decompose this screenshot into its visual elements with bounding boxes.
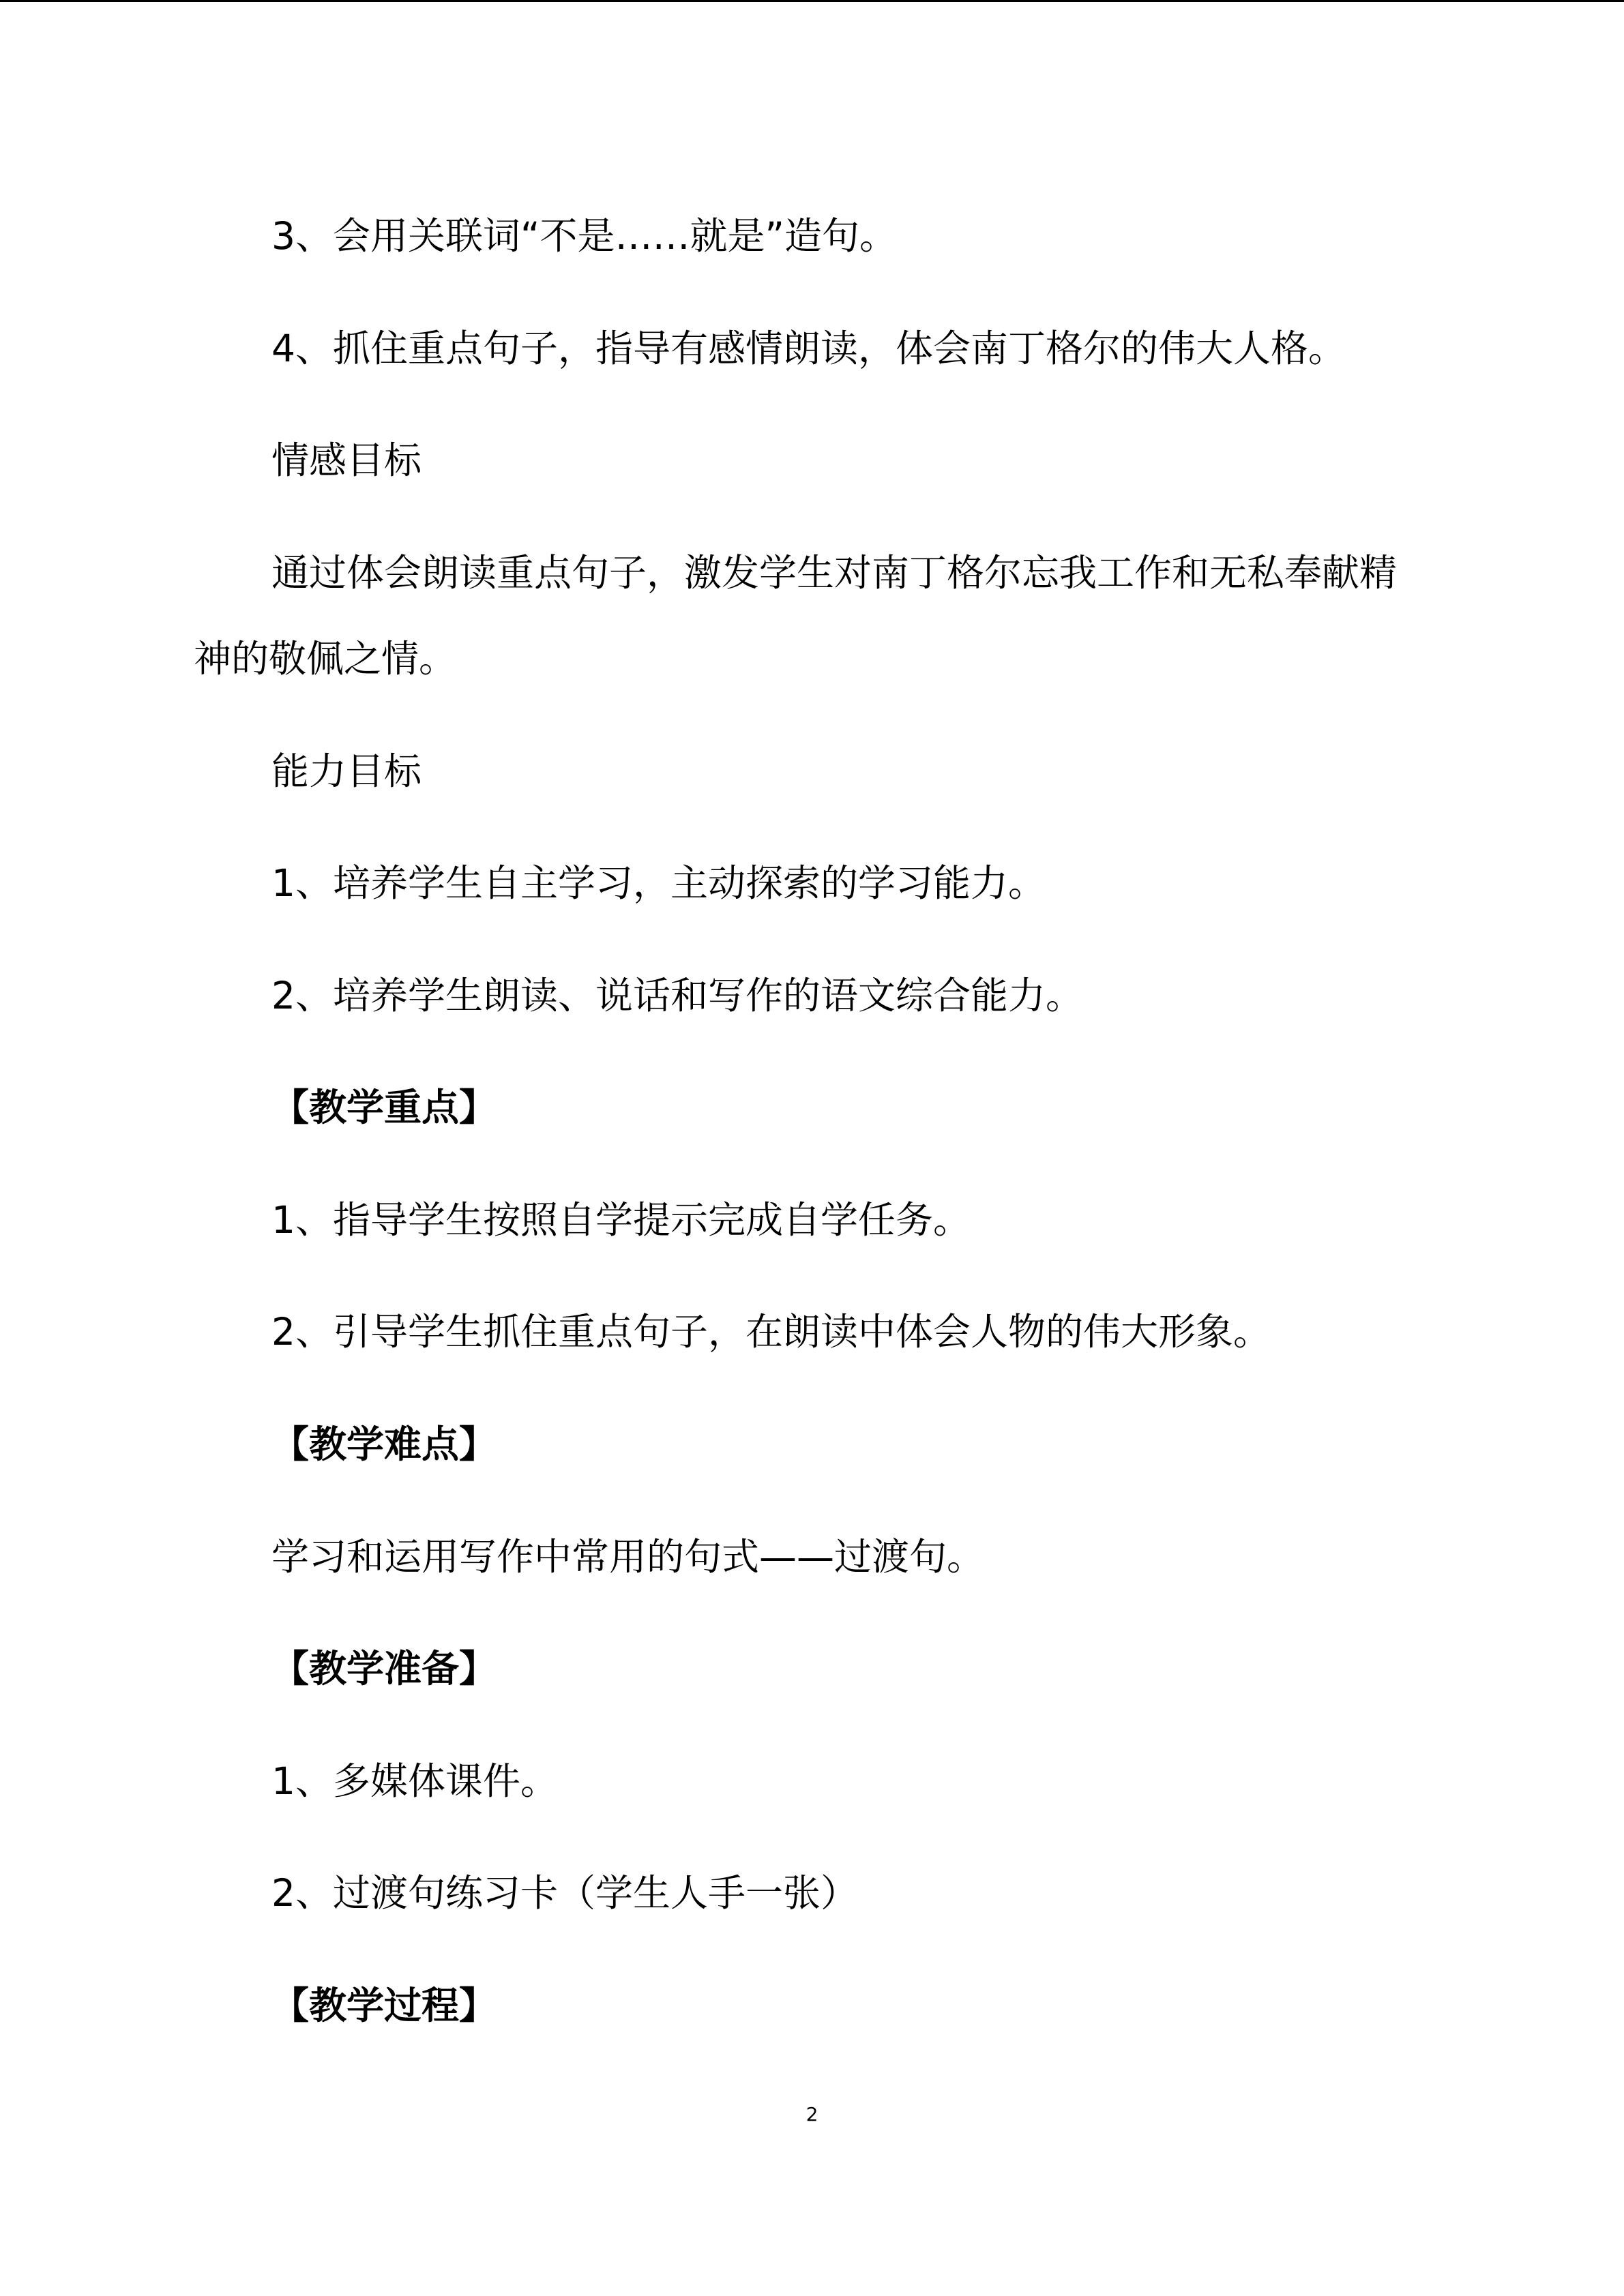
emotion-goal-heading: 情感目标	[271, 438, 422, 482]
teaching-preparation-heading: 【教学准备】	[271, 1647, 497, 1690]
page-top-border	[0, 0, 1624, 2]
teaching-focus-line-1: 1、指导学生按照自学提示完成自学任务。	[271, 1198, 971, 1242]
teaching-preparation-line-2: 2、过渡句练习卡（学生人手一张）	[271, 1871, 858, 1915]
teaching-preparation-line-1: 1、多媒体课件。	[271, 1759, 558, 1803]
teaching-difficulty-text: 学习和运用写作中常用的句式——过渡句。	[271, 1535, 985, 1579]
teaching-focus-line-2: 2、引导学生抓住重点句子，在朗读中体会人物的伟大形象。	[271, 1310, 1271, 1354]
emotion-goal-text: 通过体会朗读重点句子，激发学生对南丁格尔忘我工作和无私奉献精	[271, 551, 1398, 595]
teaching-difficulty-heading: 【教学难点】	[271, 1422, 497, 1466]
teaching-focus-heading: 【教学重点】	[271, 1086, 497, 1129]
ability-goal-line-2: 2、培养学生朗读、说话和写作的语文综合能力。	[271, 974, 1083, 1017]
ability-goal-line-1: 1、培养学生自主学习，主动探索的学习能力。	[271, 861, 1046, 905]
teaching-process-heading: 【教学过程】	[271, 1984, 497, 2027]
objective-line-3: 3、会用关联词“不是……就是”造句。	[271, 214, 897, 258]
emotion-goal-text-continued: 神的敬佩之情。	[194, 637, 457, 681]
objective-line-4: 4、抓住重点句子，指导有感情朗读，体会南丁格尔的伟大人格。	[271, 327, 1346, 370]
page-number: 2	[806, 2103, 818, 2126]
ability-goal-heading: 能力目标	[271, 749, 422, 793]
